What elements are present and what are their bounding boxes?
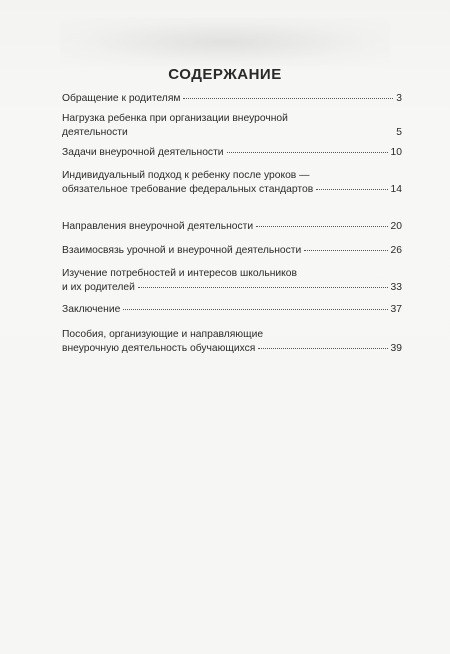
dot-leader	[256, 225, 387, 227]
dot-leader	[258, 347, 387, 349]
toc-entry-title: Взаимосвязь урочной и внеурочной деятельности	[62, 245, 302, 256]
toc-entry-title: деятельности	[62, 127, 128, 138]
toc-entry-title: и их родителей	[62, 282, 135, 293]
dot-leader	[227, 151, 388, 153]
toc-entry-title-line: Изучение потребностей и интересов школьников	[62, 268, 297, 279]
toc-entry-title-line: Нагрузка ребенка при организации внеурочной	[62, 113, 288, 124]
toc-entry-title-line: Индивидуальный подход к ребенку после уроков —	[62, 170, 310, 181]
dot-leader	[123, 308, 387, 310]
toc-page-number: 14	[390, 184, 402, 195]
bleed-through-band	[60, 18, 390, 66]
toc-entry	[62, 303, 402, 317]
toc-entry-title: обязательное требование федеральных стандартов	[62, 184, 314, 195]
dot-leader	[304, 249, 387, 251]
toc-entry	[62, 267, 402, 295]
page-title: СОДЕРЖАНИЕ	[168, 66, 282, 83]
toc-entry	[62, 169, 402, 197]
toc-entry-title: Направления внеурочной деятельности	[62, 221, 254, 232]
toc-entry	[62, 220, 402, 234]
toc-page-number: 10	[390, 147, 402, 158]
toc-page-number: 5	[396, 127, 402, 138]
toc-entry	[62, 328, 402, 356]
toc-entry	[62, 112, 402, 140]
toc-entry	[62, 146, 402, 160]
dot-leader	[131, 131, 394, 133]
toc-entry-title-line: Пособия, организующие и направляющие	[62, 329, 264, 340]
toc-entry-title: Заключение	[62, 304, 121, 315]
toc-entry-title: Задачи внеурочной деятельности	[62, 147, 224, 158]
toc-page-number: 20	[390, 221, 402, 232]
toc-page-number: 26	[390, 245, 402, 256]
dot-leader	[316, 188, 387, 190]
toc-entry	[62, 92, 402, 106]
toc-entry	[62, 244, 402, 258]
dot-leader	[138, 286, 388, 288]
toc-page-number: 39	[390, 343, 402, 354]
toc-entry-title: внеурочную деятельность обучающихся	[62, 343, 256, 354]
toc-entry-title: Обращение к родителям	[62, 93, 181, 104]
toc-page-number: 3	[396, 93, 402, 104]
dot-leader	[183, 97, 393, 99]
toc-page-number: 33	[390, 282, 402, 293]
toc-page-number: 37	[390, 304, 402, 315]
